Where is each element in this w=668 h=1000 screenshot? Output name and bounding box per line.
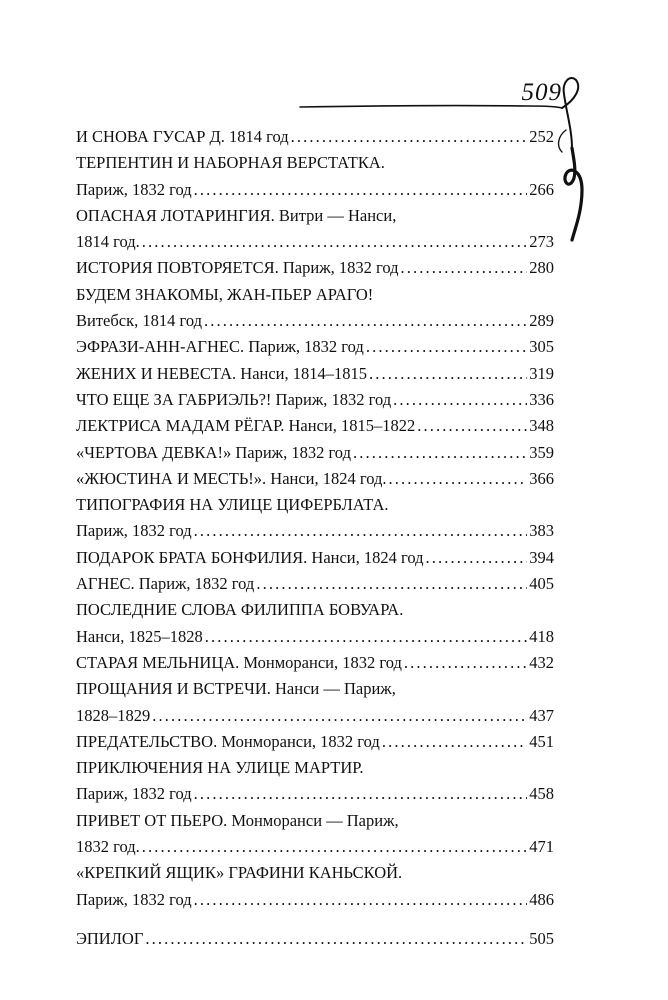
toc-entry-title: ЖЕНИХ И НЕВЕСТА. Нанси, 1814–1815 — [76, 363, 368, 383]
dot-leader — [256, 571, 527, 597]
dot-leader — [404, 650, 527, 676]
toc-entry-title: «КРЕПКИЙ ЯЩИК» ГРАФИНИ КАНЬСКОЙ. — [76, 863, 403, 883]
dot-leader — [382, 729, 527, 755]
toc-entry-page: 289 — [529, 311, 554, 331]
toc-line — [76, 255, 554, 281]
toc-entry-page: 486 — [529, 889, 554, 909]
toc-line — [76, 308, 554, 334]
toc-entry-title: Париж, 1832 год — [76, 784, 192, 804]
toc-entry-title: ПРЕДАТЕЛЬСТВО. Монморанси, 1832 год — [76, 731, 380, 751]
toc-line — [76, 150, 554, 176]
toc-entry-page: 418 — [529, 626, 554, 646]
toc-entry-title: 1832 год. — [76, 837, 140, 857]
toc-line — [76, 650, 554, 676]
toc-entry-title: ЭФРАЗИ-АНН-АГНЕС. Париж, 1832 год — [76, 337, 364, 357]
toc-line — [76, 413, 554, 439]
dot-leader — [142, 834, 527, 860]
toc-entry-title: «ЧЕРТОВА ДЕВКА!» Париж, 1832 год — [76, 442, 351, 462]
toc-line — [76, 808, 554, 834]
toc-line — [76, 440, 554, 466]
toc-entry-title: ПРОЩАНИЯ И ВСТРЕЧИ. Нанси — Париж, — [76, 679, 396, 699]
toc-entry-page: 451 — [529, 731, 554, 751]
toc-entry-title: ПРИКЛЮЧЕНИЯ НА УЛИЦЕ МАРТИР. — [76, 758, 364, 778]
toc-line — [76, 203, 554, 229]
toc-entry-page: 471 — [529, 837, 554, 857]
toc-entry-page: 458 — [529, 784, 554, 804]
toc-line — [76, 545, 554, 571]
toc-entry-page: 252 — [529, 127, 554, 146]
toc-line — [76, 860, 554, 886]
toc-line — [76, 597, 554, 623]
dot-leader — [145, 926, 527, 952]
dot-leader — [401, 255, 528, 281]
dot-leader — [205, 624, 528, 650]
toc-entry-title: ТЕРПЕНТИН И НАБОРНАЯ ВЕРСТАТКА. — [76, 153, 385, 173]
toc-entry-page: 366 — [529, 468, 554, 488]
toc-line — [76, 334, 554, 360]
toc-line — [76, 703, 554, 729]
table-of-contents — [76, 124, 554, 952]
toc-line — [76, 834, 554, 860]
dot-leader — [369, 361, 527, 387]
toc-entry-title: Витебск, 1814 год — [76, 311, 203, 331]
toc-entry-title: ПОДАРОК БРАТА БОНФИЛИЯ. Нанси, 1824 год — [76, 547, 424, 567]
toc-entry-title: Париж, 1832 год — [76, 521, 192, 541]
toc-entry-title: ЭПИЛОГ — [76, 928, 144, 948]
toc-line — [76, 518, 554, 544]
toc-entry-title: ЧТО ЕЩЕ ЗА ГАБРИЭЛЬ?! Париж, 1832 год — [76, 389, 392, 409]
toc-line — [76, 755, 554, 781]
toc-entry-title: ПОСЛЕДНИЕ СЛОВА ФИЛИППА БОВУАРА. — [76, 600, 404, 620]
toc-line — [76, 676, 554, 702]
toc-line — [76, 781, 554, 807]
dot-leader — [194, 177, 528, 203]
toc-entry-page: 359 — [529, 442, 554, 462]
toc-line — [76, 729, 554, 755]
toc-entry-page: 336 — [529, 389, 554, 409]
toc-entry-title: ПРИВЕТ ОТ ПЬЕРО. Монморанси — Париж, — [76, 810, 399, 830]
dot-leader — [353, 440, 527, 466]
toc-line — [76, 466, 554, 492]
toc-line — [76, 887, 554, 913]
toc-entry-title: ИСТОРИЯ ПОВТОРЯЕТСЯ. Париж, 1832 год — [76, 258, 399, 278]
toc-entry-title: И СНОВА ГУСАР Д. 1814 год — [76, 127, 289, 146]
toc-entry-page: 405 — [529, 574, 554, 594]
dot-leader — [142, 229, 527, 255]
toc-line — [76, 387, 554, 413]
toc-line — [76, 571, 554, 597]
toc-line — [76, 124, 554, 150]
toc-entry-page: 348 — [529, 416, 554, 436]
dot-leader — [291, 124, 528, 150]
toc-line — [76, 361, 554, 387]
toc-entry-page: 383 — [529, 521, 554, 541]
toc-entry-title: Нанси, 1825–1828 — [76, 626, 203, 646]
dot-leader — [194, 887, 528, 913]
toc-line — [76, 177, 554, 203]
dot-leader — [389, 466, 528, 492]
toc-entry-title: Париж, 1832 год — [76, 889, 192, 909]
toc-entry-page: 394 — [529, 547, 554, 567]
toc-line — [76, 492, 554, 518]
toc-entry-page: 437 — [529, 705, 554, 725]
toc-entry-title: ОПАСНАЯ ЛОТАРИНГИЯ. Витри — Нанси, — [76, 205, 397, 225]
dot-leader — [194, 781, 528, 807]
toc-entry-title: 1814 год. — [76, 232, 140, 252]
toc-entry-page: 273 — [529, 232, 554, 252]
toc-entry-title: Париж, 1832 год — [76, 179, 192, 199]
dot-leader — [194, 518, 528, 544]
toc-entry-title: ТИПОГРАФИЯ НА УЛИЦЕ ЦИФЕРБЛАТА. — [76, 495, 389, 515]
toc-line — [76, 282, 554, 308]
toc-entry-page: 319 — [529, 363, 554, 383]
dot-leader — [366, 334, 527, 360]
dot-leader — [204, 308, 527, 334]
toc-entry-page: 432 — [529, 652, 554, 672]
toc-line — [76, 229, 554, 255]
dot-leader — [426, 545, 528, 571]
toc-entry-title: 1828–1829 — [76, 705, 151, 725]
toc-spacer — [76, 913, 554, 926]
toc-entry-title: БУДЕМ ЗНАКОМЫ, ЖАН-ПЬЕР АРАГО! — [76, 284, 374, 304]
dot-leader — [393, 387, 527, 413]
toc-entry-title: АГНЕС. Париж, 1832 год — [76, 574, 255, 594]
toc-entry-title: СТАРАЯ МЕЛЬНИЦА. Монморанси, 1832 год — [76, 652, 402, 672]
toc-entry-page: 280 — [529, 258, 554, 278]
toc-entry-title: «ЖЮСТИНА И МЕСТЬ!». Нанси, 1824 год. — [76, 468, 387, 488]
page-number: 509 — [521, 79, 562, 106]
toc-entry-page: 305 — [529, 337, 554, 357]
toc-entry-page: 266 — [529, 179, 554, 199]
toc-line — [76, 624, 554, 650]
dot-leader — [152, 703, 527, 729]
dot-leader — [417, 413, 527, 439]
toc-entry-title: ЛЕКТРИСА МАДАМ РЁГАР. Нанси, 1815–1822 — [76, 416, 416, 436]
toc-entry-page: 505 — [529, 928, 554, 948]
toc-line — [76, 926, 554, 952]
